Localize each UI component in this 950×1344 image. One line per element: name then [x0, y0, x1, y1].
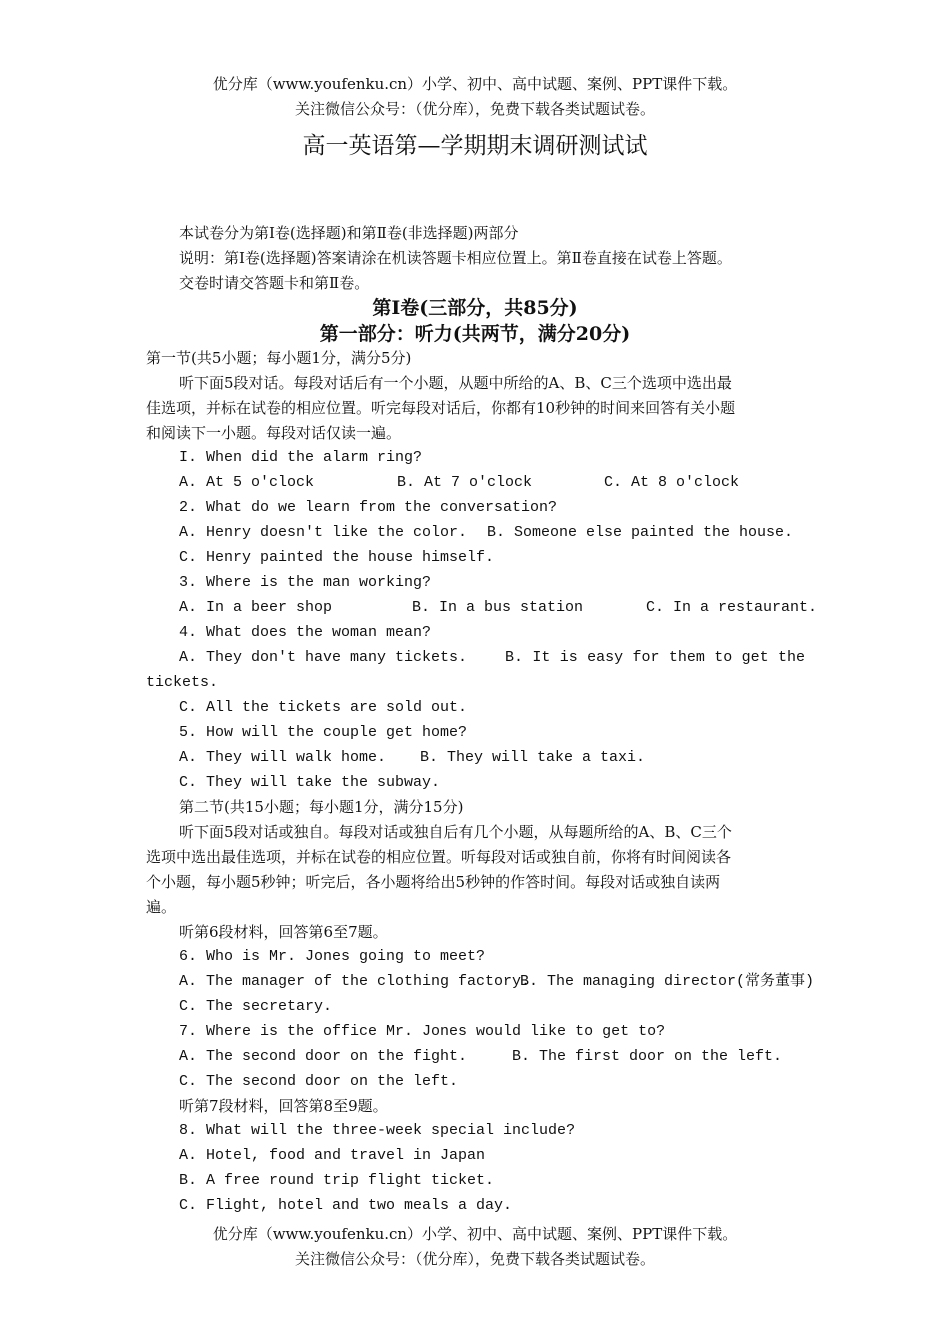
q3-question: 3. Where is the man working? — [179, 574, 432, 591]
q4-option-b-cont: tickets. — [146, 674, 219, 691]
intro-line-3: 交卷时请交答题卡和第Ⅱ卷。 — [179, 274, 370, 292]
section1-instr-2: 佳选项，并标在试卷的相应位置。听完每段对话后，你都有10秒钟的时间来回答有关小题 — [146, 399, 736, 417]
q7-question: 7. Where is the office Mr. Jones would like to get to? — [179, 1023, 666, 1040]
q3-option-c: C. In a restaurant. — [646, 599, 818, 616]
q4-option-a: A. They don't have many tickets. — [179, 649, 468, 666]
q6-option-b: B. The managing director(常务董事) — [520, 973, 815, 990]
section2-heading: 第二节(共15小题；每小题1分，满分15分) — [179, 798, 464, 816]
q1-option-c: C. At 8 o'clock — [604, 474, 740, 491]
q5-option-b: B. They will take a taxi. — [420, 749, 646, 766]
q1-option-b: B. At 7 o'clock — [397, 474, 533, 491]
q7-option-c: C. The second door on the left. — [179, 1073, 459, 1090]
q4-question: 4. What does the woman mean? — [179, 624, 432, 641]
header-line-1: 优分库（www.youfenku.cn）小学、初中、高中试题、案例、PPT课件下载。 — [212, 75, 738, 93]
section1-heading: 第一节(共5小题；每小题1分，满分5分) — [146, 349, 412, 367]
section2-instr-2: 选项中选出最佳选项，并标在试卷的相应位置。听每段对话或独自前，你将有时间阅读各 — [146, 848, 732, 866]
q1-question: I. When did the alarm ring? — [179, 449, 423, 466]
section2-instr-4: 遍。 — [146, 898, 177, 916]
q2-option-a: A. Henry doesn't like the color. — [179, 524, 468, 541]
q5-question: 5. How will the couple get home? — [179, 724, 468, 741]
section2-instr-1: 听下面5段对话或独自。每段对话或独自后有几个小题，从每题所给的A、B、C三个 — [179, 823, 732, 841]
volume-title: 第Ⅰ卷(三部分，共85分) — [372, 297, 578, 319]
q3-option-a: A. In a beer shop — [179, 599, 333, 616]
q8-option-a: A. Hotel, food and travel in Japan — [179, 1147, 486, 1164]
footer-line-2: 关注微信公众号：（优分库），免费下载各类试题试卷。 — [294, 1250, 655, 1268]
q7-option-b: B. The first door on the left. — [512, 1048, 783, 1065]
q5-option-a: A. They will walk home. — [179, 749, 387, 766]
q8-option-b: B. A free round trip flight ticket. — [179, 1172, 495, 1189]
q6-option-c: C. The secretary. — [179, 998, 333, 1015]
intro-line-1: 本试卷分为第Ⅰ卷(选择题)和第Ⅱ卷(非选择题)两部分 — [179, 224, 519, 242]
q4-option-c: C. All the tickets are sold out. — [179, 699, 468, 716]
material-7-heading: 听第7段材料，回答第8至9题。 — [179, 1097, 388, 1115]
q3-option-b: B. In a bus station — [412, 599, 584, 616]
header-line-2: 关注微信公众号：（优分库），免费下载各类试题试卷。 — [294, 100, 655, 118]
part-title: 第一部分：听力(共两节，满分20分) — [319, 323, 631, 345]
intro-line-2: 说明：第Ⅰ卷(选择题)答案请涂在机读答题卡相应位置上。第Ⅱ卷直接在试卷上答题。 — [179, 249, 732, 267]
q2-option-b: B. Someone else painted the house. — [487, 524, 794, 541]
q8-option-c: C. Flight, hotel and two meals a day. — [179, 1197, 513, 1214]
material-6-heading: 听第6段材料，回答第6至7题。 — [179, 923, 388, 941]
q6-option-a: A. The manager of the clothing factory. — [179, 973, 531, 990]
q2-question: 2. What do we learn from the conversation? — [179, 499, 558, 516]
section1-instr-3: 和阅读下一小题。每段对话仅读一遍。 — [146, 424, 402, 442]
page-title: 高一英语第—学期期末调研测试试 — [302, 133, 648, 159]
footer-line-1: 优分库（www.youfenku.cn）小学、初中、高中试题、案例、PPT课件下载。 — [212, 1225, 738, 1243]
q7-option-a: A. The second door on the fight. — [179, 1048, 468, 1065]
q2-option-c: C. Henry painted the house himself. — [179, 549, 495, 566]
q1-option-a: A. At 5 o'clock — [179, 474, 315, 491]
q5-option-c: C. They will take the subway. — [179, 774, 441, 791]
section1-instr-1: 听下面5段对话。每段对话后有一个小题，从题中所给的A、B、C三个选项中选出最 — [179, 374, 732, 392]
q6-question: 6. Who is Mr. Jones going to meet? — [179, 948, 486, 965]
section2-instr-3: 个小题，每小题5秒钟；听完后，各小题将给出5秒钟的作答时间。每段对话或独自读两 — [146, 873, 721, 891]
q4-option-b: B. It is easy for them to get the — [505, 649, 805, 666]
q8-question: 8. What will the three-week special include? — [179, 1122, 576, 1139]
